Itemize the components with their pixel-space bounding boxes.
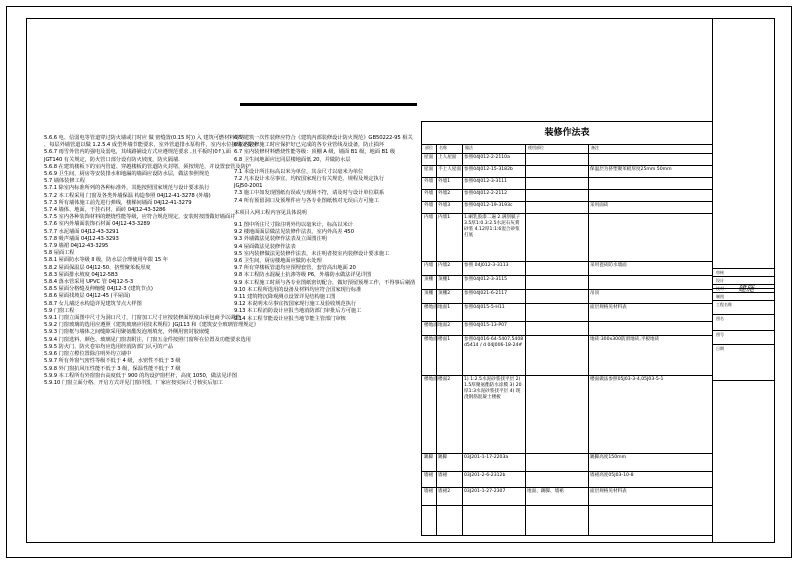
note-line: 5.9.7 所有外窗气密性等级不低于 4 级，水密性不低于 3 级 (44, 358, 181, 365)
table-cell-note: 面层规格见材料表 (590, 305, 627, 310)
table-cell-method: 参照04J012-3-3115 (464, 277, 508, 282)
table-cell-use (527, 455, 587, 470)
note-line: 7.4 所有预留洞口及预埋件应与各专业图纸核对无误后方可施工 (234, 197, 379, 204)
note-line: 5.9.9 本工程所有外窗窗台高度低于 900 的均设护窗栏杆，高度 1050，做法见详图 (44, 372, 237, 379)
table-title: 装修作法表 (422, 122, 712, 145)
title-block-rule (713, 300, 775, 301)
table-cell-use: 地面、踢脚、墙裙 (527, 489, 564, 494)
table-cell-name: 内墙1 (438, 215, 451, 220)
table-header-cell: 备注 (591, 145, 599, 150)
note-line: JGJ50-2001 (234, 183, 263, 190)
table-cell-note: 面层规格见材料表 (590, 489, 627, 494)
table-cell-name: 地面1 (438, 305, 451, 310)
table-cell-part: 楼地面 (424, 323, 438, 328)
title-block-label: 图号 (716, 332, 724, 337)
table-cell-part: 楼地面 (424, 337, 438, 342)
note-line: 5.6.7 雨雪外管内的强电及弱电，其线路铺设方式应遵规范要求 ,且平板时(0↑),面 (44, 149, 231, 156)
table-header-cell: 名称 (439, 145, 447, 150)
table-cell-note: 地砖:300x300防滑地砖,平板地砖 (590, 337, 660, 342)
note-line: 5.8.7 女儿墙泛水构造详见建筑节点大样图 (44, 300, 142, 307)
note-line: 7.2 凡本设计未尽事宜，均按国家现行有关规范、规程及规定执行 (234, 176, 385, 183)
note-line: 9.11 建筑物沉降观测点设置详见结构施工图 (234, 294, 336, 301)
note-line: 9.5 室内装修做法见装修作法表，未注明者按室内装修设计要求施工 (234, 250, 390, 257)
table-cell-name: 不上人屋面 (438, 167, 461, 172)
note-line: 5.9.2 门窗玻璃的选用应遵照《建筑玻璃应用技术规程》JGJ113 和《建筑安全玻璃管理规定》 (44, 322, 259, 329)
table-cell-note (590, 155, 712, 164)
table-cell-name: 楼面1 (438, 337, 451, 342)
title-underline (240, 103, 417, 106)
note-line: 6.5 建筑一次性装修应符合《建筑内部装修设计防火规范》GB50222-95 相关 (234, 135, 413, 141)
table-cell-part: 外墙 (424, 179, 434, 184)
table-cell-part: 楼地面 (424, 305, 438, 310)
table-row (422, 275, 712, 290)
table-cell-part: 内墙 (424, 263, 434, 268)
note-line: 9.9 本工程施工时须与各专业图纸密切配合，做好预留预埋工作，不得事后剔凿 (234, 279, 416, 286)
table-row (422, 261, 712, 276)
note-line: 本项目入网工程内容见具体说明 (234, 209, 307, 216)
title-block-rule (713, 344, 775, 345)
table-cell-use (527, 323, 587, 334)
table-cell-method: 参照04J012-15-3182b (464, 167, 513, 172)
title-block-strip (712, 18, 775, 543)
note-line: 9.4 屋面做法见装修作法表 (234, 243, 296, 250)
table-cell-method: 参照 04J012-3-3113 (464, 263, 509, 268)
note-line: 5.7.2 本工程采用 门窗及各类外墙保温 构造参照 04J12-41-3278 (外墙) (44, 192, 211, 199)
table-row (422, 321, 712, 336)
table-cell-method: 参照04J015-13-P07 (464, 323, 507, 328)
table-cell-note (590, 277, 712, 288)
table-cell-note: 采用瓷砖防水墙面 (590, 263, 627, 268)
note-line: 9.3 外墙做法见装修作法表及立面图注明 (234, 236, 327, 243)
note-line: JGT140 有关规定，防火管口部分设有防火坡度，防火隔墙. (44, 156, 180, 163)
table-cell-note (590, 323, 712, 334)
note-line: 7.1 本设计所注标高以米为单位，其余尺寸以毫米为单位 (234, 168, 364, 175)
note-line: 5.8.2 屋面保温层 04J12-50、挤塑聚苯板厚度 (44, 264, 151, 271)
finish-schedule-table (421, 121, 713, 536)
note-line: 5.6.8 在建筑楼板下的室内管道、穿越楼板的管道防火封堵，须按规范，并设置套管及防护 (44, 163, 251, 170)
note-line: 6.7 室内装修材料燃烧性能等级：顶棚 A 级，墙面 B1 级，地面 B1 级 (234, 149, 396, 156)
table-cell-method: 1.刷乳胶漆二遍 2.满刮腻子 3.5厚1:0.3:2.5水泥石灰膏砂浆 4.12厚1:1:6混合砂浆打底 (464, 215, 521, 238)
note-line: 5.9.8 外门窗抗风压性能不低于 3 级，保温性能不低于 7 级 (44, 365, 181, 372)
table-row (422, 289, 712, 304)
table-cell-name: 顶棚2 (438, 291, 451, 296)
note-line: 9.2 楼地面面层做法见装修作法表，室内外高差 450 (234, 229, 354, 236)
title-block-label: 制图 (716, 294, 724, 299)
note-line: 5.8.1 屋面防水等级 II 级，防水层合理使用年限 15 年 (44, 257, 168, 264)
table-cell-part: 屋面 (424, 155, 434, 160)
note-line: 5.7.5 室内各种装饰材料的燃烧性能等级，应符合规范规定，安装时按图做好墙面并 (44, 214, 236, 221)
title-block-rule (713, 330, 775, 331)
note-line: ，每层外墙管道以做 1.2.5.4 成型外墙节能要求，室外管道排水泵构件，室内水位接缝处提应 (44, 142, 258, 149)
table-cell-method: 参照04J021-6-2117 (464, 291, 508, 296)
table-cell-part: 踢脚 (424, 455, 434, 460)
table-cell-part: 墙裙 (424, 473, 434, 478)
note-line: 5.7.9 墙裙 04J12-43-3295 (44, 243, 109, 250)
title-block-label: 日期 (716, 346, 724, 351)
title-block-label: 审核 (716, 270, 724, 275)
table-row (422, 213, 712, 262)
table-row (422, 303, 712, 322)
table-cell-name: 上人屋面 (438, 155, 457, 160)
table-cell-part: 内墙 (424, 215, 434, 220)
table-cell-use (527, 305, 587, 320)
table-cell-method: 参照04J012-3-3111 (464, 179, 508, 184)
table-cell-use (527, 167, 587, 176)
note-line: 7.3 施工中如发现图纸有误或与现场不符，请及时与设计单位联系 (234, 190, 385, 197)
table-cell-part: 楼地面 (424, 377, 438, 382)
note-line: 6.6 内装修施工时应保护好已完成的各专业管线及设备，防止损坏 (234, 142, 385, 149)
note-line: 5.9 门窗工程 (44, 307, 75, 314)
note-line: 5.7.3 所有墙体施工前先进行弹线，楼梯间墙面 04J12-41-3279 (44, 199, 192, 206)
note-line: 5.8.3 屋面排水坡度 04J12-5B3 (44, 271, 118, 278)
note-line: 5.6.9 卫生间、厨房等安装排水和地漏的墙面应设防水层，做法参照规范 (44, 171, 210, 178)
note-line: 9.10 本工程所选用的设备及材料均应符合国家现行标准 (234, 286, 362, 293)
note-line: 5.8.6 屋面找坡层 04J12-45 (平屋面) (44, 293, 131, 300)
table-cell-method: 参照04J012-2-2110a (464, 155, 510, 160)
table-cell-note: 墙裙高度05J03-10-8 (590, 473, 634, 478)
title-block-label: 图名 (716, 316, 724, 321)
table-cell-method: 参照04J012-2-2112 (464, 191, 508, 196)
table-cell-name: 内墙2 (438, 263, 451, 268)
table-header-cell: 部位 (425, 145, 433, 150)
note-line: 5.8.5 屋面分格缝及伸缩缝 04J12-3 (建筑节点) (44, 286, 153, 293)
note-line: 5.7.7 水泥墙面 04J12-43-3291 (44, 228, 119, 235)
note-line: 9.12 本说明未尽事宜按国家现行施工及验收规范执行 (234, 301, 357, 308)
note-line: 5.7.1 除室内标准所列的各种标准外，其他按照国家规范与设计要求执行 (44, 185, 210, 192)
table-cell-part: 屋面 (424, 167, 434, 172)
note-line: 5.7 墙体装修工程 (44, 178, 85, 185)
title-block-label: 工程名称 (716, 302, 732, 307)
note-line: 9.13 本工程消防设计应报当地消防部门审批后方可施工 (234, 308, 362, 315)
table-cell-name: 顶棚1 (438, 277, 451, 282)
table-cell-name: 外墙2 (438, 191, 451, 196)
note-line: 5.7.4 墙体、地面，干挂石材、面砖 04J12-43-3286 (44, 207, 166, 214)
table-cell-method: 参照04J015-5-H11 (464, 305, 505, 310)
note-line: 5.7.6 室内外墙面装饰石材面 04J12-43-3289 (44, 221, 150, 228)
table-cell-note: 吊顶 (590, 291, 600, 296)
table-row (422, 453, 712, 472)
note-line: 5.6.6 电、信弱电等管道穿过防火墙或门时应 做 密缝置(0.15 时)) 入 建筑可燃材料等等 (44, 135, 245, 141)
note-line: 9.1 图中所注尺寸除注明外均以毫米计，标高以米计 (234, 222, 353, 229)
notes-column-middle (234, 135, 416, 323)
table-cell-use (527, 277, 587, 288)
table-cell-method: 1) 1:2.5水泥砂浆找平层 2) 1.5厚聚氨酯防水涂膜 3) 20厚1:3水泥砂浆找平层 4) 现浇钢筋混凝土楼板 (464, 377, 522, 400)
table-cell-method: 03J201-1-27-2307 (464, 489, 506, 494)
title-block-rule (713, 314, 775, 315)
table-cell-note: 踢脚高度150mm (590, 455, 627, 460)
table-cell-name: 墙裙 (438, 473, 448, 478)
note-line: 6.8 卫生间地面应比同层楼地面低 20，并做防水层 (234, 156, 351, 163)
table-cell-method: 03J201-1-17-2203a (464, 455, 509, 460)
note-line: 9.6 卫生间、厨房楼地面应做防水处理 (234, 258, 322, 265)
note-line: 5.9.3 门窗框与墙体之间缝隙采用聚氨酯发泡剂填充，外侧用密封胶嵌缝 (44, 329, 210, 336)
table-cell-use (527, 337, 587, 374)
table-cell-method: 03J201-2-6-2312b (464, 473, 506, 478)
title-block-label: 设计 (716, 278, 724, 283)
table-cell-note (590, 215, 712, 260)
note-line: 5.8.4 落水管采用 UPVC 管 04J12-5-3 (44, 279, 134, 286)
table-cell-note: 楼面做法参照05J03-3-4,05J03-5-1 (590, 377, 664, 382)
table-cell-use (527, 473, 587, 486)
note-line: 5.9.4 门窗选料、颜色、玻璃见门窗表附注，门窗五金件按照门窗所在位置及功能要求选用 (44, 336, 251, 343)
table-cell-name: 踢脚 (438, 455, 448, 460)
table-cell-part: 外墙 (424, 191, 434, 196)
designer-stamp: 建施 (738, 284, 754, 293)
title-block-rule (713, 380, 775, 381)
note-line: 5.9.10 门窗立面分格、开启方式详见门窗详图，厂家应按实际尺寸核实后加工 (44, 379, 223, 386)
table-cell-name: 楼面2 (438, 377, 451, 382)
table-cell-name: 外墙1 (438, 179, 451, 184)
table-row (422, 471, 712, 488)
table-cell-note: 保温层为挤塑聚苯板厚度25mm 50mm (590, 167, 672, 172)
table-cell-use (527, 155, 587, 164)
table-cell-use (527, 291, 587, 302)
note-line: 9.8 本工程防水混凝土抗渗等级 P6，外墙防水做法详见详图 (234, 272, 372, 279)
table-cell-note (590, 179, 712, 188)
table-cell-use (527, 191, 587, 200)
table-header-cell: 做法 (465, 145, 473, 150)
table-cell-note: 采用面砖 (590, 203, 609, 208)
table-cell-note (590, 191, 712, 200)
note-line: 9.14 本工程节能设计应报当地节能主管部门审核 (234, 315, 346, 322)
note-line: 5.9.1 门窗立面图中尺寸为洞口尺寸，门窗加工尺寸应按装修面厚度由承包商予以调整 (44, 315, 241, 322)
table-cell-part: 顶棚 (424, 277, 434, 282)
table-row (422, 375, 712, 454)
table-cell-use (527, 215, 587, 260)
title-block-rule (713, 268, 775, 269)
table-cell-use (527, 203, 587, 212)
note-line: 5.7.8 吸声墙面 04J12-43-3293 (44, 235, 119, 242)
table-header-cell: 使用部位 (528, 145, 544, 150)
title-block-rule (713, 276, 775, 277)
note-line: 9.7 所有穿楼板管道均应预埋套管，套管高出地面 20 (234, 265, 356, 272)
table-row (422, 487, 712, 506)
table-cell-part: 外墙 (424, 203, 434, 208)
table-cell-name: 外墙3 (438, 203, 451, 208)
note-line: 5.8 屋面工程 (44, 250, 75, 257)
table-cell-use (527, 377, 587, 452)
table-cell-name: 墙裙2 (438, 489, 451, 494)
note-line: 5.9.6 门窗立樘位置除注明外均立墙中 (44, 351, 132, 358)
table-cell-use (527, 263, 587, 274)
table-cell-use (527, 179, 587, 188)
table-cell-method: 参照04J016-64-5407,5408 d5414 / d 04J006-18-24# (464, 337, 524, 348)
table-cell-name: 地面2 (438, 323, 451, 328)
table-cell-part: 墙裙 (424, 489, 434, 494)
table-row (422, 335, 712, 376)
table-cell-method: 参照04J012-19-3193c (464, 203, 513, 208)
table-cell-part: 顶棚 (424, 291, 434, 296)
note-line: 5.9.5 防火门、防火卷帘均应选用经消防部门认可的产品 (44, 343, 173, 350)
